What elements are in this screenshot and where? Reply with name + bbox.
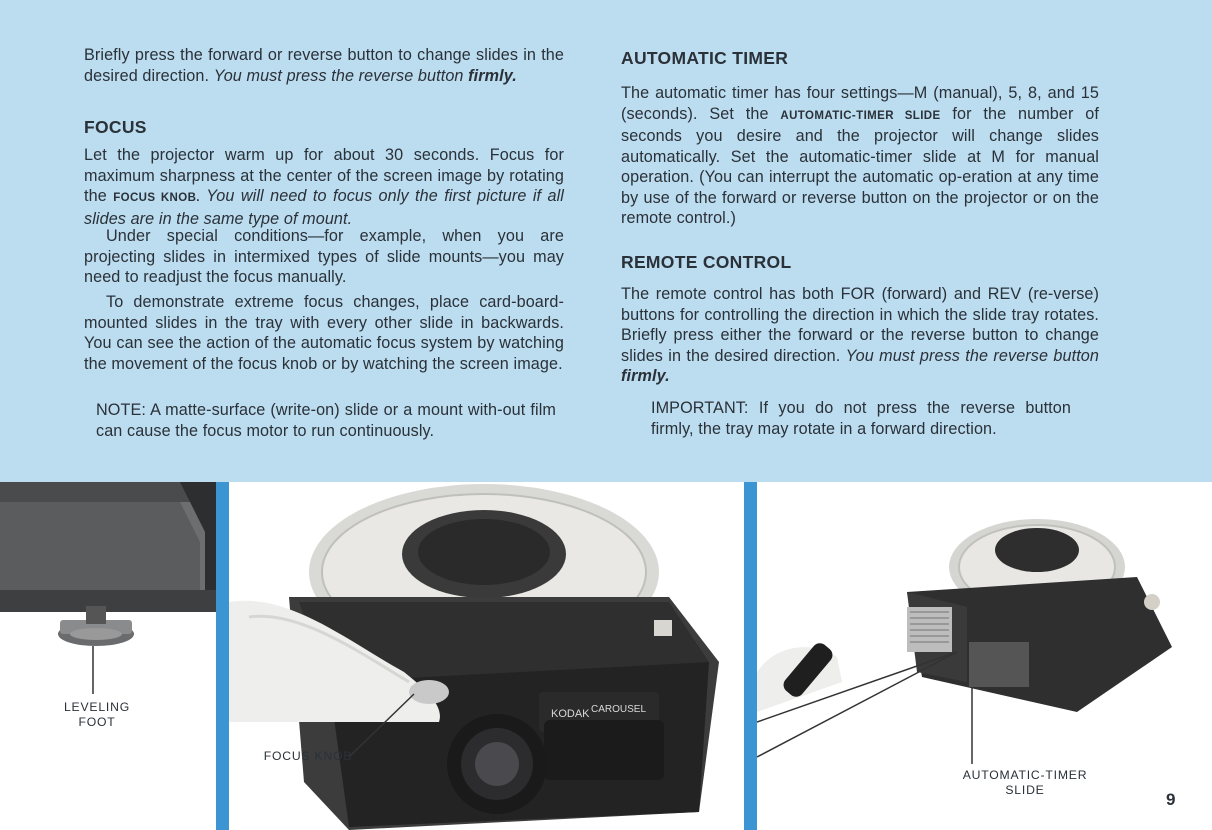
focus-paragraph-1 <box>84 145 564 229</box>
photo-divider-1 <box>216 482 229 830</box>
page-number: 9 <box>1166 790 1176 809</box>
focus-p1-start: Let the projector warm up for about 30 seconds. Focus for maximum sharpness at the center of the screen image by rotating the <box>84 146 564 205</box>
timer-p-start: The automatic timer has four settings—M (manual), 5, 8, and 15 (seconds). Set the <box>621 84 1099 123</box>
projector-model-label: CAROUSEL <box>591 704 647 715</box>
focus-paragraph-3: To demonstrate extreme focus changes, place card-board-mounted slides in the tray with every other slide in backwards. You can see the action of the automatic focus system by watching the movement of the focus knob or by watching the screen image. <box>84 293 564 373</box>
intro-italic: You must press the reverse button <box>213 66 464 85</box>
remote-paragraph <box>621 284 1099 387</box>
focus-note: NOTE: A matte-surface (write-on) slide or a mount with-out film can cause the focus motor to run continuously. <box>96 401 556 440</box>
projector-brand-label: KODAK <box>551 708 590 720</box>
timer-paragraph <box>621 83 1099 229</box>
focus-p1-italic: You will need to focus only the first picture if all slides are in the same type of mount. <box>84 187 564 228</box>
remote-bold: firmly. <box>621 367 670 385</box>
timer-slide-caption: AUTOMATIC-TIMER SLIDE <box>962 768 1088 797</box>
timer-slide-term: AUTOMATIC-TIMER SLIDE <box>780 109 941 122</box>
intro-text: Briefly press the forward or reverse button to change slides in the desired direction. <box>84 46 564 85</box>
remote-p: The remote control has both FOR (forward) and REV (re-verse) buttons for controlling the direction in which the slide tray rotates. Briefly press either the forward or the reverse button to change slides in the desired direction. <box>621 285 1099 365</box>
leveling-foot-photo <box>0 482 216 830</box>
remote-italic: You must press the reverse button <box>845 346 1099 365</box>
focus-knob-caption: FOCUS KNOB <box>263 749 353 763</box>
timer-p-end: for the number of seconds you desire and the projector will change slides automatically. Set the automatic-timer slide at M for manual operation. (You can interrupt the automatic op-eration at any time by use of the forward or reverse button on the projector or on the remote control.) <box>621 104 1099 227</box>
leveling-foot-caption: LEVELING FOOT <box>63 700 130 729</box>
remote-heading: REMOTE CONTROL <box>621 252 792 272</box>
timer-heading: AUTOMATIC TIMER <box>621 48 789 68</box>
remote-control-photo <box>757 482 1177 782</box>
focus-knob-term: FOCUS KNOB. <box>113 192 200 204</box>
important-note: IMPORTANT: If you do not press the reverse button firmly, the tray may rotate in a forward direction. <box>651 399 1071 438</box>
photo-divider-2 <box>744 482 757 830</box>
intro-bold: firmly. <box>468 66 517 85</box>
intro-paragraph <box>84 45 564 86</box>
focus-knob-photo <box>229 482 744 830</box>
focus-heading: FOCUS <box>84 117 147 137</box>
focus-paragraph-2: Under special conditions—for example, when you are projecting slides in intermixed types of slide mounts—you may need to readjust the focus manually. <box>84 227 564 286</box>
